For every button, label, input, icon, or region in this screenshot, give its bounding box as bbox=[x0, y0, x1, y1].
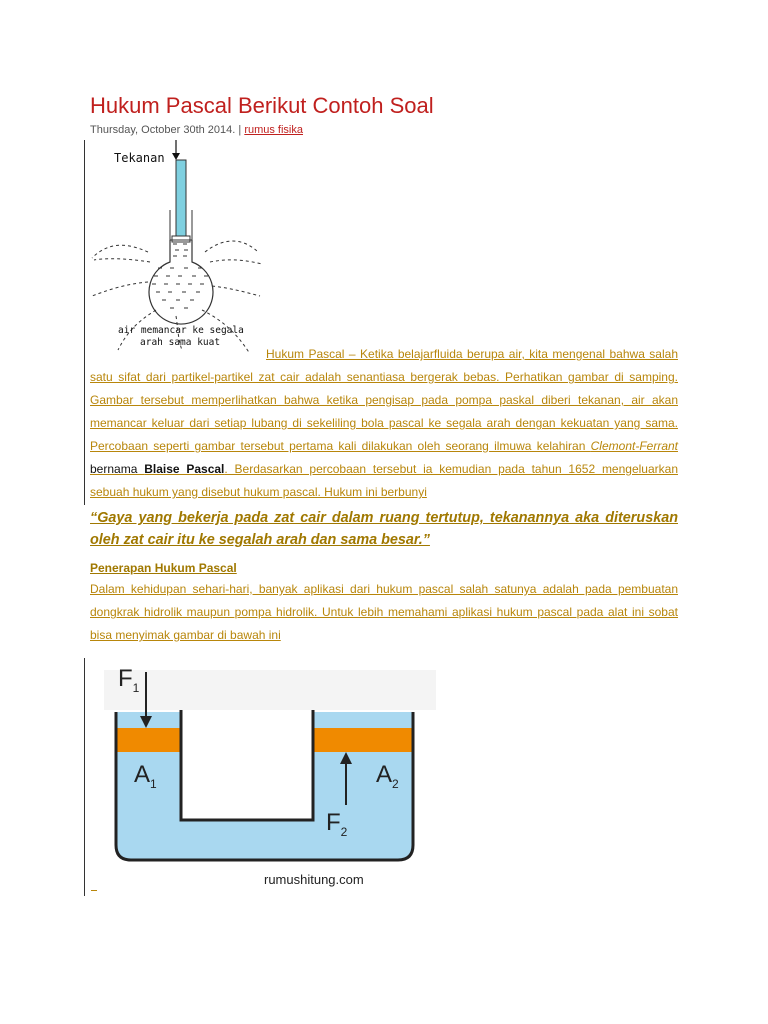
pascal-law-quote: “Gaya yang bekerja pada zat cair dalam ruang tertutup, tekanannya aka diteruskan oleh zat cair itu ke segalah arah dan sama besar.” bbox=[90, 510, 678, 548]
section-heading: Penerapan Hukum Pascal bbox=[90, 561, 237, 575]
meta-separator: | bbox=[238, 124, 242, 136]
trailing-link-mark bbox=[91, 890, 97, 891]
hydraulic-press-figure bbox=[104, 660, 436, 892]
scientist-name: Blaise Pascal bbox=[144, 462, 225, 476]
force1-sub: 1 bbox=[132, 681, 140, 695]
force1-label: F bbox=[118, 665, 133, 692]
left-border-top bbox=[84, 140, 85, 505]
left-border-bottom bbox=[84, 658, 85, 896]
figure1-caption-line2: arah sama kuat bbox=[140, 337, 221, 348]
section-paragraph: Dalam kehidupan sehari-hari, banyak aplikasi dari hukum pascal salah satunya adalah pada pembuatan dongkrak hidrolik maupun pompa hidrolik. Untuk lebih memahami aplikasi hukum pascal pada alat ini sobat bisa menyimak gambar di bawah ini bbox=[90, 582, 678, 642]
page-title: Hukum Pascal Berikut Contoh Soal bbox=[90, 93, 434, 118]
area2-sub: 2 bbox=[392, 777, 399, 791]
intro-paragraph bbox=[90, 343, 678, 504]
intro-text-a: Hukum Pascal – Ketika belajarfluida berupa air, kita mengenal bahwa salah satu sifat dari partikel-partikel zat cair adalah senantiasa bergerak bebas. Perhatikan gambar di samping. Gambar tersebut memperlihatkan bahwa ketika pengisap pada pompa paskal diberi tekanan, air akan memancar keluar dari setiap lubang di sekeliling bola pascal ke segala arah dengan kekuatan yang sama. Percobaan seperti gambar tersebut pertama kali dilakukan oleh seorang ilmuwa kelahiran bbox=[90, 347, 678, 453]
piston-1 bbox=[117, 728, 181, 752]
figure2-source: rumushitung.com bbox=[264, 872, 364, 887]
area2-label: A bbox=[376, 761, 393, 788]
post-meta bbox=[90, 123, 303, 137]
birthplace: Clemont-Ferrant bbox=[590, 439, 678, 453]
force2-sub: 2 bbox=[340, 825, 348, 839]
intro-text-b: bernama bbox=[90, 462, 145, 476]
piston-2 bbox=[313, 728, 412, 752]
pascal-ball-figure bbox=[90, 140, 265, 355]
category-link[interactable]: rumus fisika bbox=[244, 124, 303, 136]
area1-label: A bbox=[134, 761, 151, 788]
figure1-caption-line1: air memancar ke segala bbox=[118, 325, 244, 336]
pressure-label: Tekanan bbox=[114, 151, 165, 165]
intro-text-c: . Berdasarkan percobaan tersebut ia kemudian pada tahun 1652 mengeluarkan sebuah hukum yang disebut hukum pascal. Hukum ini berbunyi bbox=[90, 462, 678, 499]
post-date: Thursday, October 30th 2014. bbox=[90, 124, 236, 136]
area1-sub: 1 bbox=[150, 777, 157, 791]
force2-label: F bbox=[326, 809, 341, 836]
